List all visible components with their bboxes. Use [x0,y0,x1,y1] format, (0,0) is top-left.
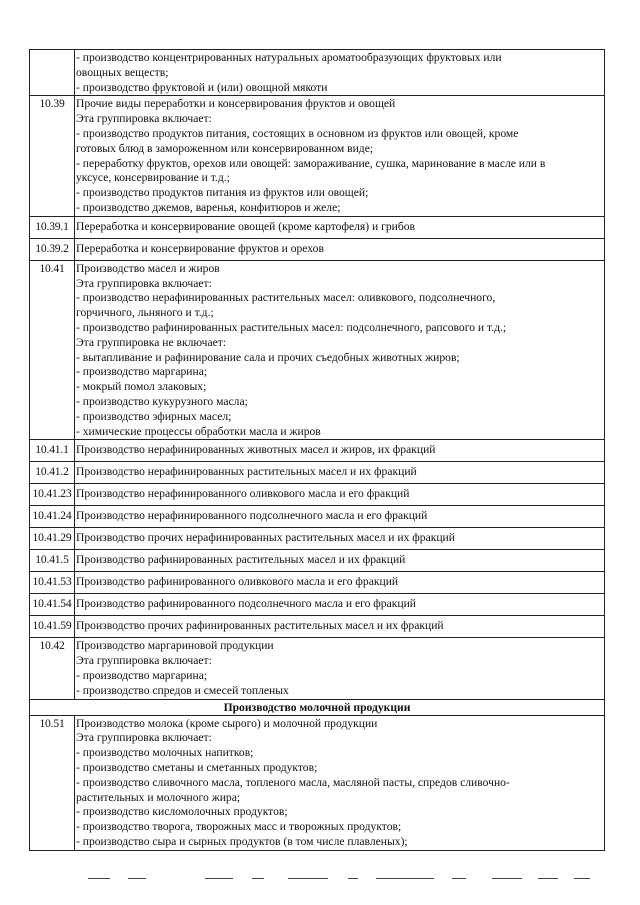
description-line: - производство нерафинированных растительных масел: оливкового, подсолнечного, [76,291,496,305]
row-description [75,550,604,571]
row-code: 10.51 [30,716,75,850]
row-description [75,440,604,461]
row-description [75,616,604,637]
description-line: - вытапливание и рафинирование сала и прочих съедобных животных жиров; [76,350,460,364]
description-line: - производство эфирных масел; [76,409,232,423]
row-description [75,217,604,238]
description-line: - производство сливочного масла, топленого масла, масляной пасты, спредов сливочно- [76,775,510,789]
description-line: растительных и молочного жира; [76,790,241,804]
description-line: овощных веществ; [76,65,169,79]
table-row [30,96,604,216]
row-description [75,96,604,215]
description-line: Производство нерафинированного подсолнечного масла и его фракций [76,509,428,523]
footer-rule [60,878,600,888]
row-description [75,462,604,483]
description-line: - производство спредов и смесей топленых [76,683,289,697]
table-row [30,550,604,572]
table-row [30,50,604,96]
description-line: - мокрый помол злаковых; [76,380,207,394]
table-row [30,217,604,239]
table-row [30,594,604,616]
table-row [30,239,604,261]
table-row [30,616,604,638]
description-line: Производство рафинированных растительных масел и их фракций [76,553,406,567]
description-line: - производство кукурузного масла; [76,394,248,408]
description-line: - производство маргарина; [76,365,208,379]
description-line: Эта группировка включает: [76,112,212,126]
description-line: Эта группировка включает: [76,654,212,668]
row-description [75,594,604,615]
description-line: - производство продуктов питания из фруктов или овощей; [76,186,369,200]
description-line: Эта группировка не включает: [76,335,227,349]
row-code: 10.41.1 [30,440,75,461]
row-code: 10.41.29 [30,528,75,549]
description-line: уксусе, консервирование и т.д.; [76,171,230,185]
row-code: 10.41.24 [30,506,75,527]
description-line: Производство масел и жиров [76,261,220,275]
row-code: 10.41.2 [30,462,75,483]
table-row [30,572,604,594]
description-line: Производство прочих нерафинированных растительных масел и их фракций [76,531,455,545]
table-row [30,261,604,441]
row-code: 10.41 [30,261,75,440]
description-line: - производство фруктовой и (или) овощной мякоти [76,80,328,94]
row-code: 10.42 [30,638,75,698]
description-line: Производство рафинированного оливкового масла и его фракций [76,575,399,589]
table-row [30,440,604,462]
section-heading: Производство молочной продукции [30,700,604,716]
row-description [75,638,604,698]
table-row [30,716,604,851]
description-line: - производство сметаны и сметанных продуктов; [76,760,318,774]
description-line: - производство джемов, варенья, конфитюров и желе; [76,200,341,214]
row-code: 10.39.2 [30,239,75,260]
description-line: Производство нерафинированных растительных масел и их фракций [76,465,417,479]
description-line: Производство рафинированного подсолнечного масла и его фракций [76,597,416,611]
row-code: 10.41.59 [30,616,75,637]
classification-table [29,49,605,851]
row-description [75,484,604,505]
description-line: - производство маргарина; [76,668,208,682]
description-line: Переработка и консервирование фруктов и орехов [76,241,324,255]
description-line: горчичного, льняного и т.д.; [76,306,214,320]
description-line: - производство сыра и сырных продуктов (в том числе плавленых); [76,834,408,848]
description-line: - производство творога, творожных масс и творожных продуктов; [76,820,402,834]
table-row [30,462,604,484]
description-line: - производство рафинированных растительных масел: подсолнечного, рапсового и т.д.; [76,320,507,334]
description-line: - производство кисломолочных продуктов; [76,805,288,819]
description-line: Производство нерафинированных животных масел и жиров, их фракций [76,443,436,457]
row-code: 10.41.23 [30,484,75,505]
table-row [30,638,604,699]
table-row [30,506,604,528]
description-line: Производство молока (кроме сырого) и молочной продукции [76,716,378,730]
description-line: - производство продуктов питания, состоящих в основном из фруктов или овощей, кроме [76,126,519,140]
table-row [30,528,604,550]
description-line: Прочие виды переработки и консервирования фруктов и овощей [76,97,396,111]
description-line: Переработка и консервирование овощей (кроме картофеля) и грибов [76,219,416,233]
description-line: Производство нерафинированного оливкового масла и его фракций [76,487,410,501]
description-line: - производство концентрированных натуральных ароматообразующих фруктовых или [76,51,502,64]
row-description [75,239,604,260]
description-line: - переработку фруктов, орехов или овощей: замораживание, сушка, маринование в масле или в [76,156,546,170]
table-row [30,484,604,506]
description-line: готовых блюд в замороженном или консервированном виде; [76,141,374,155]
row-description [75,528,604,549]
description-line: Эта группировка включает: [76,276,212,290]
row-code: 10.39.1 [30,217,75,238]
row-code [30,50,75,95]
row-code: 10.41.53 [30,572,75,593]
row-code: 10.41.54 [30,594,75,615]
description-line: Производство маргариновой продукции [76,639,274,653]
row-code: 10.41.5 [30,550,75,571]
description-line: - химические процессы обработки масла и жиров [76,424,321,438]
description-line: - производство молочных напитков; [76,746,254,760]
row-description [75,261,604,440]
row-description [75,506,604,527]
row-code: 10.39 [30,96,75,215]
description-line: Производство прочих рафинированных растительных масел и их фракций [76,619,444,633]
description-line: Эта группировка включает: [76,731,212,745]
row-description [75,572,604,593]
row-description [75,50,604,95]
row-description [75,716,604,850]
